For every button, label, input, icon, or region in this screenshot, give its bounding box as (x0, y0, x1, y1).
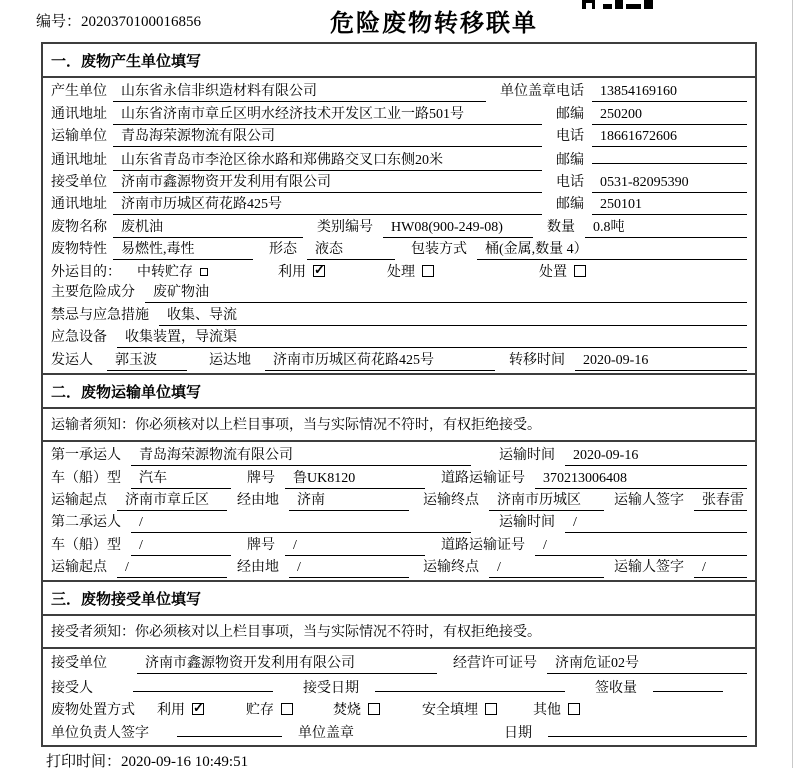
equipment-value: 收集装置，导流渠 (117, 326, 747, 348)
vehicle-type-value: 汽车 (131, 467, 231, 489)
purpose-option-label: 处置 (539, 264, 567, 280)
zip-label: 邮编 (556, 106, 584, 122)
doc-number-label: 编号： (36, 14, 82, 30)
manifest-form (41, 42, 757, 747)
checkbox-treat (422, 265, 434, 277)
section2-notice: 运输者须知：你必须核对以上栏目事项，当与实际情况不符时，有权拒绝接受。 (43, 409, 755, 442)
field-signer-row (51, 721, 747, 742)
address-label: 通讯地址 (51, 197, 107, 213)
section1-title: 一．废物产生单位填写 (43, 44, 755, 78)
packing-value: 桶(金属,数量 4） (477, 238, 747, 260)
address-value: 济南市历城区荷花路425号 (113, 193, 542, 215)
accept-date-value (375, 676, 565, 692)
waste-name-value: 废机油 (113, 216, 303, 238)
field-hazard-row (51, 281, 747, 303)
print-time-label: 打印时间： (46, 754, 122, 770)
hazard-label: 主要危险成分 (51, 285, 135, 301)
receipt-amount-value (653, 676, 723, 692)
field-receiver-row (51, 171, 747, 193)
origin-value: 济南市章丘区 (117, 489, 227, 511)
quantity-label: 数量 (547, 219, 575, 235)
phone-label: 电话 (556, 129, 584, 145)
checkbox-transfer-storage (200, 268, 208, 276)
road-permit-label: 道路运输证号 (441, 470, 525, 486)
field-producer-address-row (51, 103, 747, 125)
via-label: 经由地 (237, 492, 279, 508)
transport-time-label: 运输时间 (499, 515, 555, 531)
carrier1-value: 青岛海荣源物流有限公司 (131, 444, 471, 466)
permit-label: 经营许可证号 (453, 656, 537, 672)
field-accept-unit-row (51, 652, 747, 674)
endpoint-label: 运输终点 (423, 560, 479, 576)
signer-value (177, 721, 282, 737)
shipper-label: 发运人 (51, 352, 93, 368)
field-carrier1-row (51, 444, 747, 466)
packing-label: 包装方式 (411, 242, 467, 258)
section3-title: 三．废物接受单位填写 (43, 580, 755, 616)
date-value (548, 721, 747, 737)
plate-value: 鲁UK8120 (285, 467, 425, 489)
section3-notice: 接受者须知：你必须核对以上栏目事项，当与实际情况不符时，有权拒绝接受。 (43, 616, 755, 649)
purpose-option-label: 利用 (278, 264, 306, 280)
shipper-value: 郭玉波 (107, 349, 187, 371)
purpose-option-label: 中转贮存 (137, 264, 193, 280)
date-label: 日期 (504, 726, 532, 742)
endpoint-value: 济南市历城区 (489, 489, 604, 511)
checkbox-dispose (574, 265, 586, 277)
section2-body (43, 442, 755, 580)
endpoint-value: / (489, 560, 604, 578)
road-permit-label: 道路运输证号 (441, 537, 525, 553)
origin-label: 运输起点 (51, 560, 107, 576)
address-label: 通讯地址 (51, 106, 107, 122)
field-acceptor-row (51, 676, 747, 697)
transfer-time-label: 转移时间 (509, 352, 565, 368)
qr-code-icon (582, 0, 654, 10)
transport-time-value: / (565, 515, 747, 533)
zip-label: 邮编 (556, 197, 584, 213)
field-waste-name-row (51, 216, 747, 238)
checkbox-landfill (485, 703, 497, 715)
carrier2-value: / (131, 515, 471, 533)
carrier-sign-label: 运输人签字 (614, 492, 684, 508)
vehicle-type-value: / (131, 538, 231, 556)
checkbox-utilize (313, 265, 325, 277)
zip-value: 250200 (592, 107, 747, 125)
taboo-value: 收集、导流 (159, 304, 747, 326)
page-title: 危险废物转移联单 (330, 10, 538, 37)
permit-value: 济南危证02号 (547, 652, 747, 674)
receiver-label: 接受单位 (51, 175, 107, 191)
disposal-label: 废物处置方式 (51, 703, 135, 719)
field-receiver-address-row (51, 193, 747, 215)
destination-value: 济南市历城区荷花路425号 (265, 349, 495, 371)
field-route2-row (51, 556, 747, 578)
plate-label: 牌号 (247, 537, 275, 553)
phone-label: 电话 (556, 175, 584, 191)
scan-page-edge (792, 0, 793, 768)
field-purpose-row (51, 261, 747, 281)
field-vehicle2-row (51, 534, 747, 556)
doc-number (36, 10, 201, 31)
transporter-label: 运输单位 (51, 129, 107, 145)
phone-value: 0531-82095390 (592, 175, 747, 193)
document-header (0, 0, 796, 42)
field-vehicle1-row (51, 467, 747, 489)
form-value: 液态 (307, 238, 395, 260)
signer-label: 单位负责人签字 (51, 726, 149, 742)
transport-time-value: 2020-09-16 (565, 448, 747, 466)
waste-name-label: 废物名称 (51, 219, 107, 235)
carrier2-label: 第二承运人 (51, 515, 121, 531)
accept-unit-label: 接受单位 (51, 656, 107, 672)
endpoint-label: 运输终点 (423, 492, 479, 508)
producer-value: 山东省永信非织造材料有限公司 (113, 80, 486, 102)
field-disposal-row (51, 699, 747, 719)
checkbox-utilize (192, 703, 204, 715)
disposal-option-label: 焚烧 (333, 703, 361, 719)
origin-label: 运输起点 (51, 492, 107, 508)
field-equipment-row (51, 326, 747, 348)
address-label: 通讯地址 (51, 152, 107, 168)
transfer-time-value: 2020-09-16 (575, 353, 747, 371)
road-permit-value: / (535, 538, 747, 556)
address-value: 山东省济南市章丘区明水经济技术开发区工业一路501号 (113, 103, 542, 125)
disposal-option-label: 利用 (157, 703, 185, 719)
character-value: 易燃性,毒性 (113, 238, 253, 260)
category-label: 类别编号 (317, 219, 373, 235)
field-transporter-address-row (51, 148, 747, 171)
address-value: 山东省青岛市李沧区徐水路和郑佛路交叉口东侧20米 (113, 149, 542, 171)
form-label: 形态 (269, 242, 297, 258)
field-producer-row (51, 80, 747, 102)
section1-body (43, 78, 755, 373)
transporter-value: 青岛海荣源物流有限公司 (113, 125, 542, 147)
checkbox-other (568, 703, 580, 715)
field-shipper-row (51, 349, 747, 371)
disposal-option-label: 贮存 (246, 703, 274, 719)
field-route1-row (51, 489, 747, 511)
via-label: 经由地 (237, 560, 279, 576)
taboo-label: 禁忌与应急措施 (51, 307, 149, 323)
section2-title: 二．废物运输单位填写 (43, 373, 755, 409)
transport-time-label: 运输时间 (499, 448, 555, 464)
phone-value: 13854169160 (592, 84, 747, 102)
equipment-label: 应急设备 (51, 330, 107, 346)
via-value: / (289, 560, 409, 578)
receiver-value: 济南市鑫源物资开发利用有限公司 (113, 171, 542, 193)
print-time-value: 2020-09-16 10:49:51 (121, 754, 249, 770)
category-value: HW08(900-249-08) (383, 220, 533, 238)
unit-seal-label: 单位盖章 (500, 84, 556, 100)
checkbox-store (281, 703, 293, 715)
plate-value: / (285, 538, 425, 556)
carrier-sign-value: / (694, 560, 747, 578)
section3-body (43, 649, 755, 745)
field-transporter-row (51, 125, 747, 147)
acceptor-value (133, 676, 273, 692)
checkbox-incinerate (368, 703, 380, 715)
origin-value: / (117, 560, 227, 578)
via-value: 济南 (289, 489, 409, 511)
doc-number-value: 2020370100016856 (81, 14, 202, 30)
phone-label: 电话 (556, 84, 584, 100)
carrier-sign-label: 运输人签字 (614, 560, 684, 576)
disposal-option-label: 其他 (533, 703, 561, 719)
vehicle-type-label: 车（船）型 (51, 537, 121, 553)
carrier-sign-value: 张春雷 (694, 489, 747, 511)
zip-value: 250101 (592, 197, 747, 215)
destination-label: 运达地 (209, 352, 251, 368)
accept-date-label: 接受日期 (303, 681, 359, 697)
quantity-value: 0.8吨 (585, 216, 747, 238)
accept-unit-value: 济南市鑫源物资开发利用有限公司 (137, 652, 437, 674)
plate-label: 牌号 (247, 470, 275, 486)
receipt-amount-label: 签收量 (595, 681, 637, 697)
character-label: 废物特性 (51, 242, 107, 258)
phone-value: 18661672606 (592, 129, 747, 147)
disposal-option-label: 安全填埋 (422, 703, 478, 719)
producer-label: 产生单位 (51, 84, 107, 100)
acceptor-label: 接受人 (51, 681, 93, 697)
purpose-option-label: 处理 (387, 264, 415, 280)
purpose-label: 外运目的： (51, 264, 121, 280)
vehicle-type-label: 车（船）型 (51, 470, 121, 486)
zip-value (592, 148, 747, 164)
hazard-value: 废矿物油 (145, 281, 747, 303)
road-permit-value: 370213006408 (535, 471, 747, 489)
field-carrier2-row (51, 511, 747, 533)
carrier1-label: 第一承运人 (51, 448, 121, 464)
zip-label: 邮编 (556, 152, 584, 168)
field-waste-character-row (51, 238, 747, 260)
field-taboo-row (51, 304, 747, 326)
unit-seal-label: 单位盖章 (298, 726, 354, 742)
